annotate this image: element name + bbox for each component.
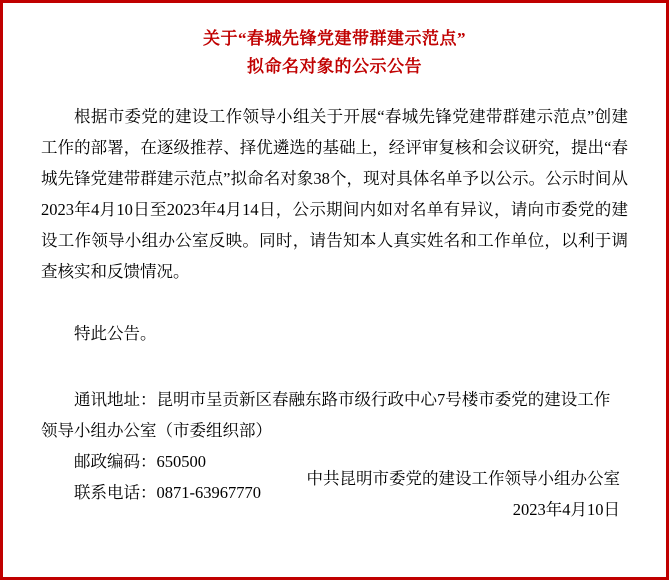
document-title: [41, 21, 628, 81]
document-body-area: [3, 3, 666, 577]
document-title-line-1: 关于“春城先锋党建带群建示范点”: [203, 29, 466, 48]
contact-postal-code: 邮政编码：650500: [74, 452, 206, 471]
document-content: [41, 101, 628, 508]
document-title-line-2: 拟命名对象的公示公告: [247, 57, 422, 76]
contact-telephone: 联系电话：0871-63967770: [74, 483, 261, 502]
paragraph-notice-main: 根据市委党的建设工作领导小组关于开展“春城先锋党建带群建示范点”创建工作的部署，在逐级推荐、择优遴选的基础上，经评审复核和会议研究，提出“春城先锋党建带群建示范点”拟命名对象38个，现对具体名单予以公示。公示时间从2023年4月10日至2023年4月14日，公示期间内如对名单有异议，请向市委党的建设工作领导小组办公室反映。同时，请告知本人真实姓名和工作单位，以利于调查核实和反馈情况。: [41, 107, 628, 281]
signature-organization: 中共昆明市委党的建设工作领导小组办公室: [306, 469, 620, 488]
signature-date: 2023年4月10日: [512, 500, 620, 519]
paragraph-announcement-closing: 特此公告。: [74, 324, 157, 343]
paragraph-spacer-2: [41, 349, 628, 380]
signature-block: [307, 463, 621, 525]
contact-address-line-1: 通讯地址：昆明市呈贡新区春融东路市级行政中心7号楼市委党的建设工作: [74, 390, 611, 409]
paragraph-spacer: [41, 287, 628, 318]
contact-address-line-2: 领导小组办公室（市委组织部）: [41, 421, 272, 440]
